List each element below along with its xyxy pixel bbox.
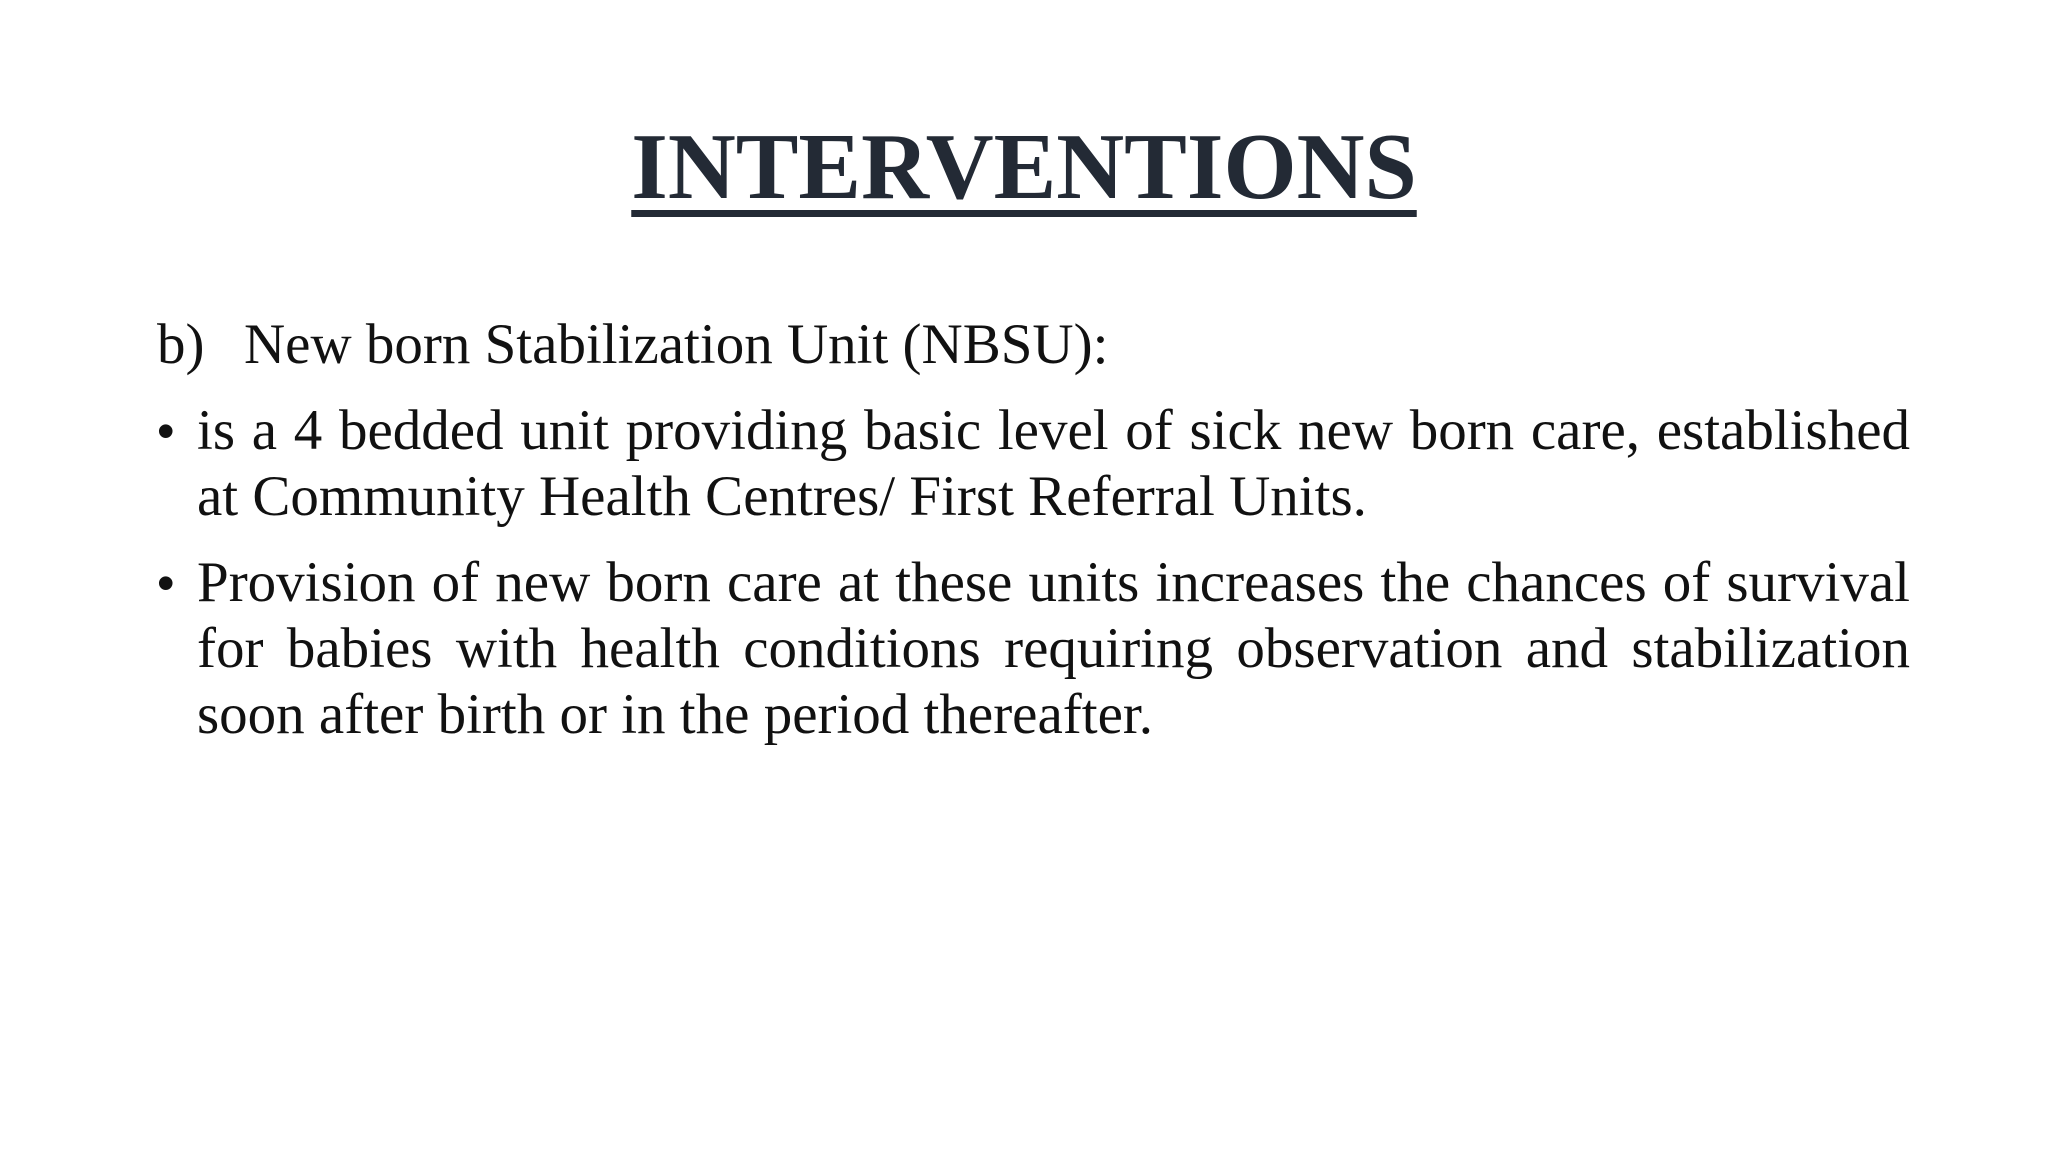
bullet-icon: • — [157, 555, 175, 611]
bullet-item — [157, 550, 1910, 748]
subheading — [157, 312, 1910, 378]
bullet-icon: • — [157, 403, 175, 459]
subheading-text: New born Stabilization Unit (NBSU): — [244, 313, 1109, 376]
subheading-marker: b) — [157, 313, 205, 376]
bullet-text: is a 4 bedded unit providing basic level of sick new born care, established at Community Health Centres/ First Referral Units. — [197, 399, 1910, 528]
slide-title: INTERVENTIONS — [631, 115, 1417, 219]
bullet-item — [157, 398, 1910, 530]
bullet-text: Provision of new born care at these units increases the chances of survival for babies with health conditions requiring observation and stabilization soon after birth or in the period thereafter. — [197, 551, 1910, 746]
slide-body — [157, 312, 1910, 768]
